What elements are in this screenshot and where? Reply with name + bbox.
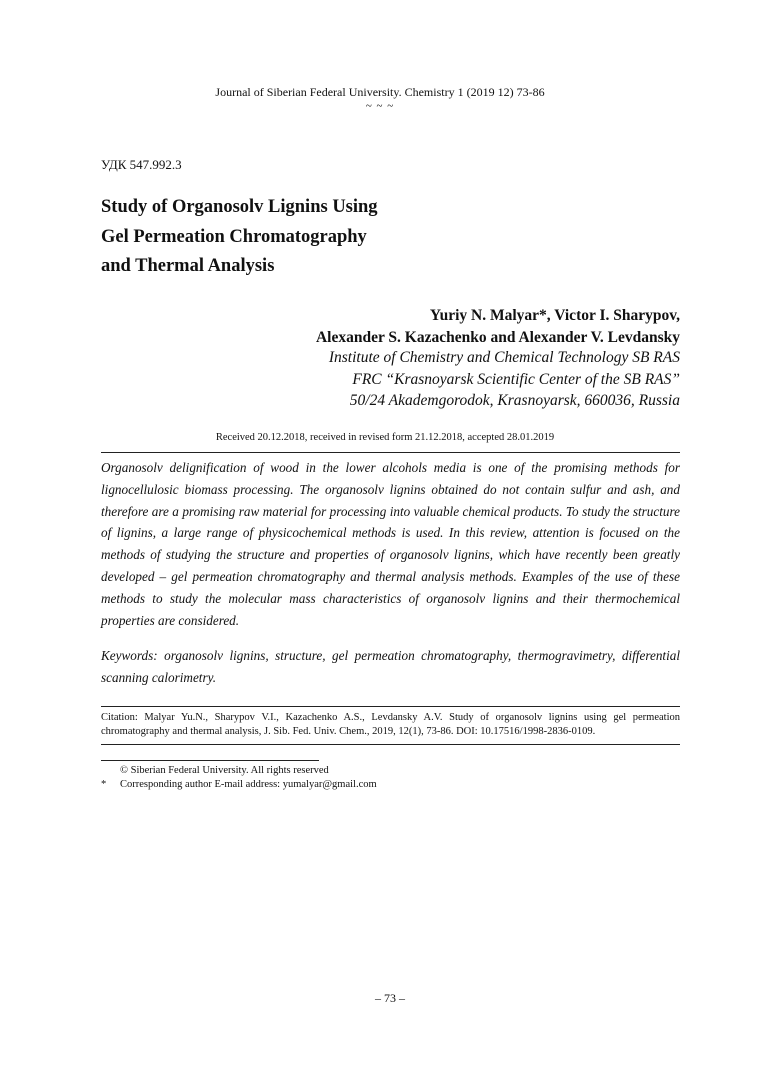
- corresponding-author-email: Corresponding author E-mail address: yumalyar@gmail.com: [120, 779, 377, 790]
- citation: Citation: Malyar Yu.N., Sharypov V.I., Kazachenko A.S., Levdansky A.V. Study of organosolv lignins using gel permeation chromatography and thermal analysis, J. Sib. Fed. Univ. Chem., 2019, 12(1), 73-86. DOI: 10.17516/1998-2836-0109.: [101, 712, 680, 737]
- affiliation-line: Institute of Chemistry and Chemical Technology SB RAS: [328, 349, 680, 366]
- article-title: [101, 193, 541, 282]
- footnote-corresponding: [101, 778, 377, 792]
- affiliation-line: 50/24 Akademgorodok, Krasnoyarsk, 660036, Russia: [349, 392, 680, 409]
- affiliation-line: FRC “Krasnoyarsk Scientific Center of the SB RAS”: [352, 370, 680, 388]
- divider: [101, 706, 680, 707]
- keywords: Keywords: organosolv lignins, structure, gel permeation chromatography, thermogravimetry, differential scanning calorimetry.: [101, 648, 680, 685]
- title-line: Gel Permeation Chromatography: [101, 226, 367, 247]
- abstract: Organosolv delignification of wood in the lower alcohols media is one of the promising methods for lignocellulosic biomass processing. The organosolv lignins obtained do not contain sulfur and ash, and therefore are a promising raw material for processing into valuable chemical products. To study the structure of lignins, a large range of physicochemical methods is used. In this review, attention is focused on the methods of studying the structure and properties of organosolv lignins, which have recently been greatly developed – gel permeation chromatography and thermal analysis methods. Examples of the use of these methods to study the molecular mass characteristics of organosolv lignins and their thermochemical properties are considered.: [101, 460, 680, 628]
- copyright-text: © Siberian Federal University. All rights reserved: [120, 765, 329, 776]
- footnote-divider: [101, 760, 319, 761]
- author-line: Yuriy N. Malyar*, Victor I. Sharypov,: [429, 307, 680, 324]
- footnote-copyright: [101, 764, 329, 778]
- received-dates: Received 20.12.2018, received in revised form 21.12.2018, accepted 28.01.2019: [215, 432, 555, 443]
- journal-header: Journal of Siberian Federal University. Chemistry 1 (2019 12) 73-86: [215, 85, 545, 99]
- affiliation: [120, 347, 680, 412]
- divider: [101, 744, 680, 745]
- footnote-mark: *: [101, 779, 107, 790]
- page-number: – 73 –: [375, 991, 405, 1005]
- divider: [101, 452, 680, 453]
- title-line: and Thermal Analysis: [101, 256, 275, 276]
- title-line: Study of Organosolv Lignins Using: [101, 197, 378, 217]
- author-line: Alexander S. Kazachenko and Alexander V. Levdansky: [315, 329, 680, 346]
- author-list: [120, 305, 680, 349]
- header-ornament: ~ ~ ~: [365, 100, 395, 112]
- udk-code: УДК 547.992.3: [101, 157, 182, 172]
